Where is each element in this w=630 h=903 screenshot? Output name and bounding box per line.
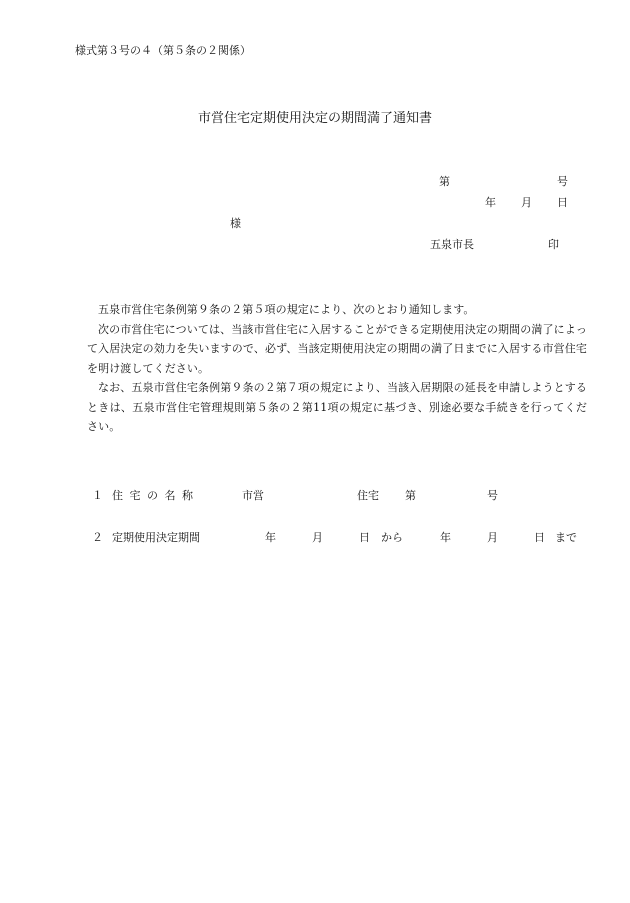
notice-body <box>87 300 587 437</box>
document-title: 市営住宅定期使用決定の期間満了通知書 <box>197 111 432 126</box>
item-1-housing: 住宅 <box>357 489 379 502</box>
item-1-go: 号 <box>487 489 498 502</box>
addressee-suffix: 様 <box>230 217 241 230</box>
item-2-label: 定期使用決定期間 <box>112 531 200 544</box>
date-year-label: 年 <box>485 196 496 209</box>
item-2-to: まで <box>555 531 577 544</box>
item-2-number: ２ <box>92 531 103 544</box>
item-1-city: 市営 <box>242 489 264 502</box>
notice-number-prefix: 第 <box>439 175 450 188</box>
item-1-number: １ <box>92 489 103 502</box>
notice-number-suffix: 号 <box>557 175 568 188</box>
paragraph-3: なお、五泉市営住宅条例第９条の２第７項の規定により、当該入居期限の延長を申請しようとするときは、五泉市営住宅管理規則第５条の２第11項の規定に基づき、別途必要な手続きを行ってください。 <box>87 381 587 433</box>
paragraph-1: 五泉市営住宅条例第９条の２第５項の規定により、次のとおり通知します。 <box>98 303 475 316</box>
item-2-from-day: 日 <box>359 531 370 544</box>
paragraph-2: 次の市営住宅については、当該市営住宅に入居することができる定期使用決定の期間の満了によって入居決定の効力を失いますので、必ず、当該定期使用決定の期間の満了日までに入居する市営住宅を明け渡してください。 <box>87 322 587 375</box>
form-number: 様式第３号の４（第５条の２関係） <box>75 44 251 57</box>
item-2-from: から <box>381 531 403 544</box>
seal-mark: 印 <box>548 238 559 251</box>
item-2-from-year: 年 <box>265 531 276 544</box>
date-month-label: 月 <box>521 196 532 209</box>
item-1-label: 住 宅 の 名 称 <box>112 489 195 502</box>
item-2-to-month: 月 <box>487 531 498 544</box>
item-2-from-month: 月 <box>312 531 323 544</box>
date-day-label: 日 <box>557 196 568 209</box>
item-2-to-year: 年 <box>440 531 451 544</box>
item-1-dai: 第 <box>405 489 416 502</box>
item-2-to-day: 日 <box>534 531 545 544</box>
issuer-name: 五泉市長 <box>430 238 474 251</box>
